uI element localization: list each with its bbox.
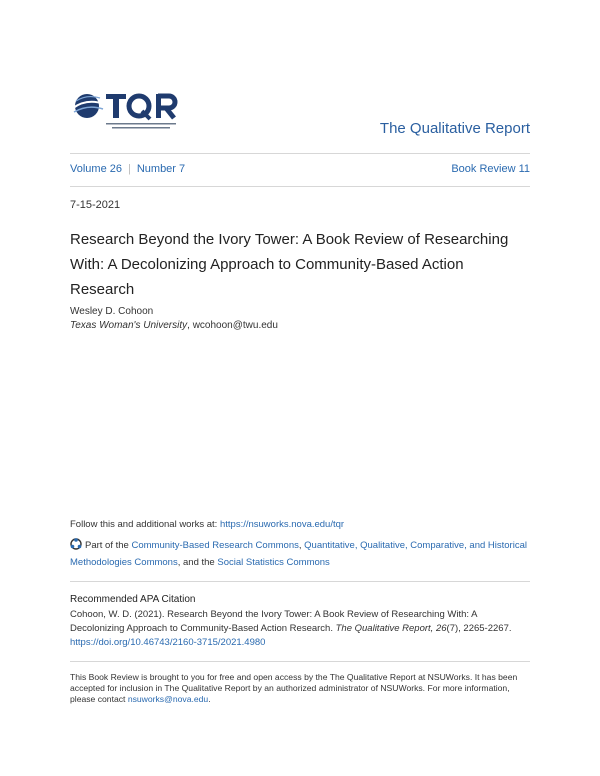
- separator: |: [127, 163, 131, 175]
- volume-link[interactable]: Volume 26: [70, 163, 122, 175]
- citation-journal: The Qualitative Report, 26: [335, 623, 447, 634]
- partof-sep2: , and the: [177, 557, 218, 568]
- community-research-commons-link[interactable]: Community-Based Research Commons: [131, 540, 299, 551]
- author-name: Wesley D. Cohoon: [70, 306, 154, 317]
- partof-text: Part of the: [85, 540, 132, 551]
- follow-text: Follow this and additional works at:: [70, 519, 220, 530]
- citation-heading: Recommended APA Citation: [70, 594, 196, 605]
- journal-name[interactable]: The Qualitative Report: [379, 120, 530, 137]
- publication-date: 7-15-2021: [70, 199, 121, 211]
- author-institution: Texas Woman's University: [70, 320, 188, 331]
- divider: [70, 661, 530, 662]
- notice-end: .: [208, 694, 211, 704]
- citation-main: Cohoon, W. D. (2021). Research Beyond the Ivory Tower: A Book Review of Researching With: A Decolonizing Approach to Community-Based Action Research.: [70, 609, 477, 634]
- divider: [70, 186, 530, 187]
- author-affiliation: [70, 320, 278, 331]
- doi-link[interactable]: https://doi.org/10.46743/2160-3715/2021.4980: [70, 637, 266, 648]
- notice-text: This Book Review is brought to you for free and open access by the The Qualitative Report at NSUWorks. It has been accepted for inclusion in The Qualitative Report by an authorized administrator of NSUWorks. For more information, please contact: [70, 672, 518, 704]
- number-link[interactable]: Number 7: [136, 163, 186, 175]
- citation-pages: (7), 2265-2267.: [446, 623, 512, 634]
- methodologies-commons-link[interactable]: Quantitative, Qualitative, Comparative, and Historical Methodologies Commons: [70, 540, 527, 568]
- article-title: Research Beyond the Ivory Tower: A Book Review of Researching With: A Decolonizing Approach to Community-Based Action Research: [70, 231, 509, 298]
- journal-logo: [70, 90, 186, 134]
- partof-sep: ,: [298, 540, 305, 551]
- review-number-link[interactable]: Book Review 11: [451, 163, 530, 175]
- globe-logo-icon: [70, 90, 186, 134]
- divider: [70, 153, 530, 154]
- social-statistics-commons-link[interactable]: Social Statistics Commons: [217, 557, 330, 568]
- issue-info: [70, 163, 185, 175]
- commons-network-icon: [70, 538, 82, 550]
- repository-link[interactable]: https://nsuworks.nova.edu/tqr: [219, 519, 345, 530]
- access-notice: [70, 672, 532, 705]
- divider: [70, 581, 530, 582]
- citation-text: [70, 608, 532, 650]
- contact-email-link[interactable]: nsuworks@nova.edu: [127, 694, 209, 704]
- part-of-commons: [70, 537, 530, 571]
- author-email: , wcohoon@twu.edu: [187, 320, 278, 331]
- follow-line: [70, 519, 344, 530]
